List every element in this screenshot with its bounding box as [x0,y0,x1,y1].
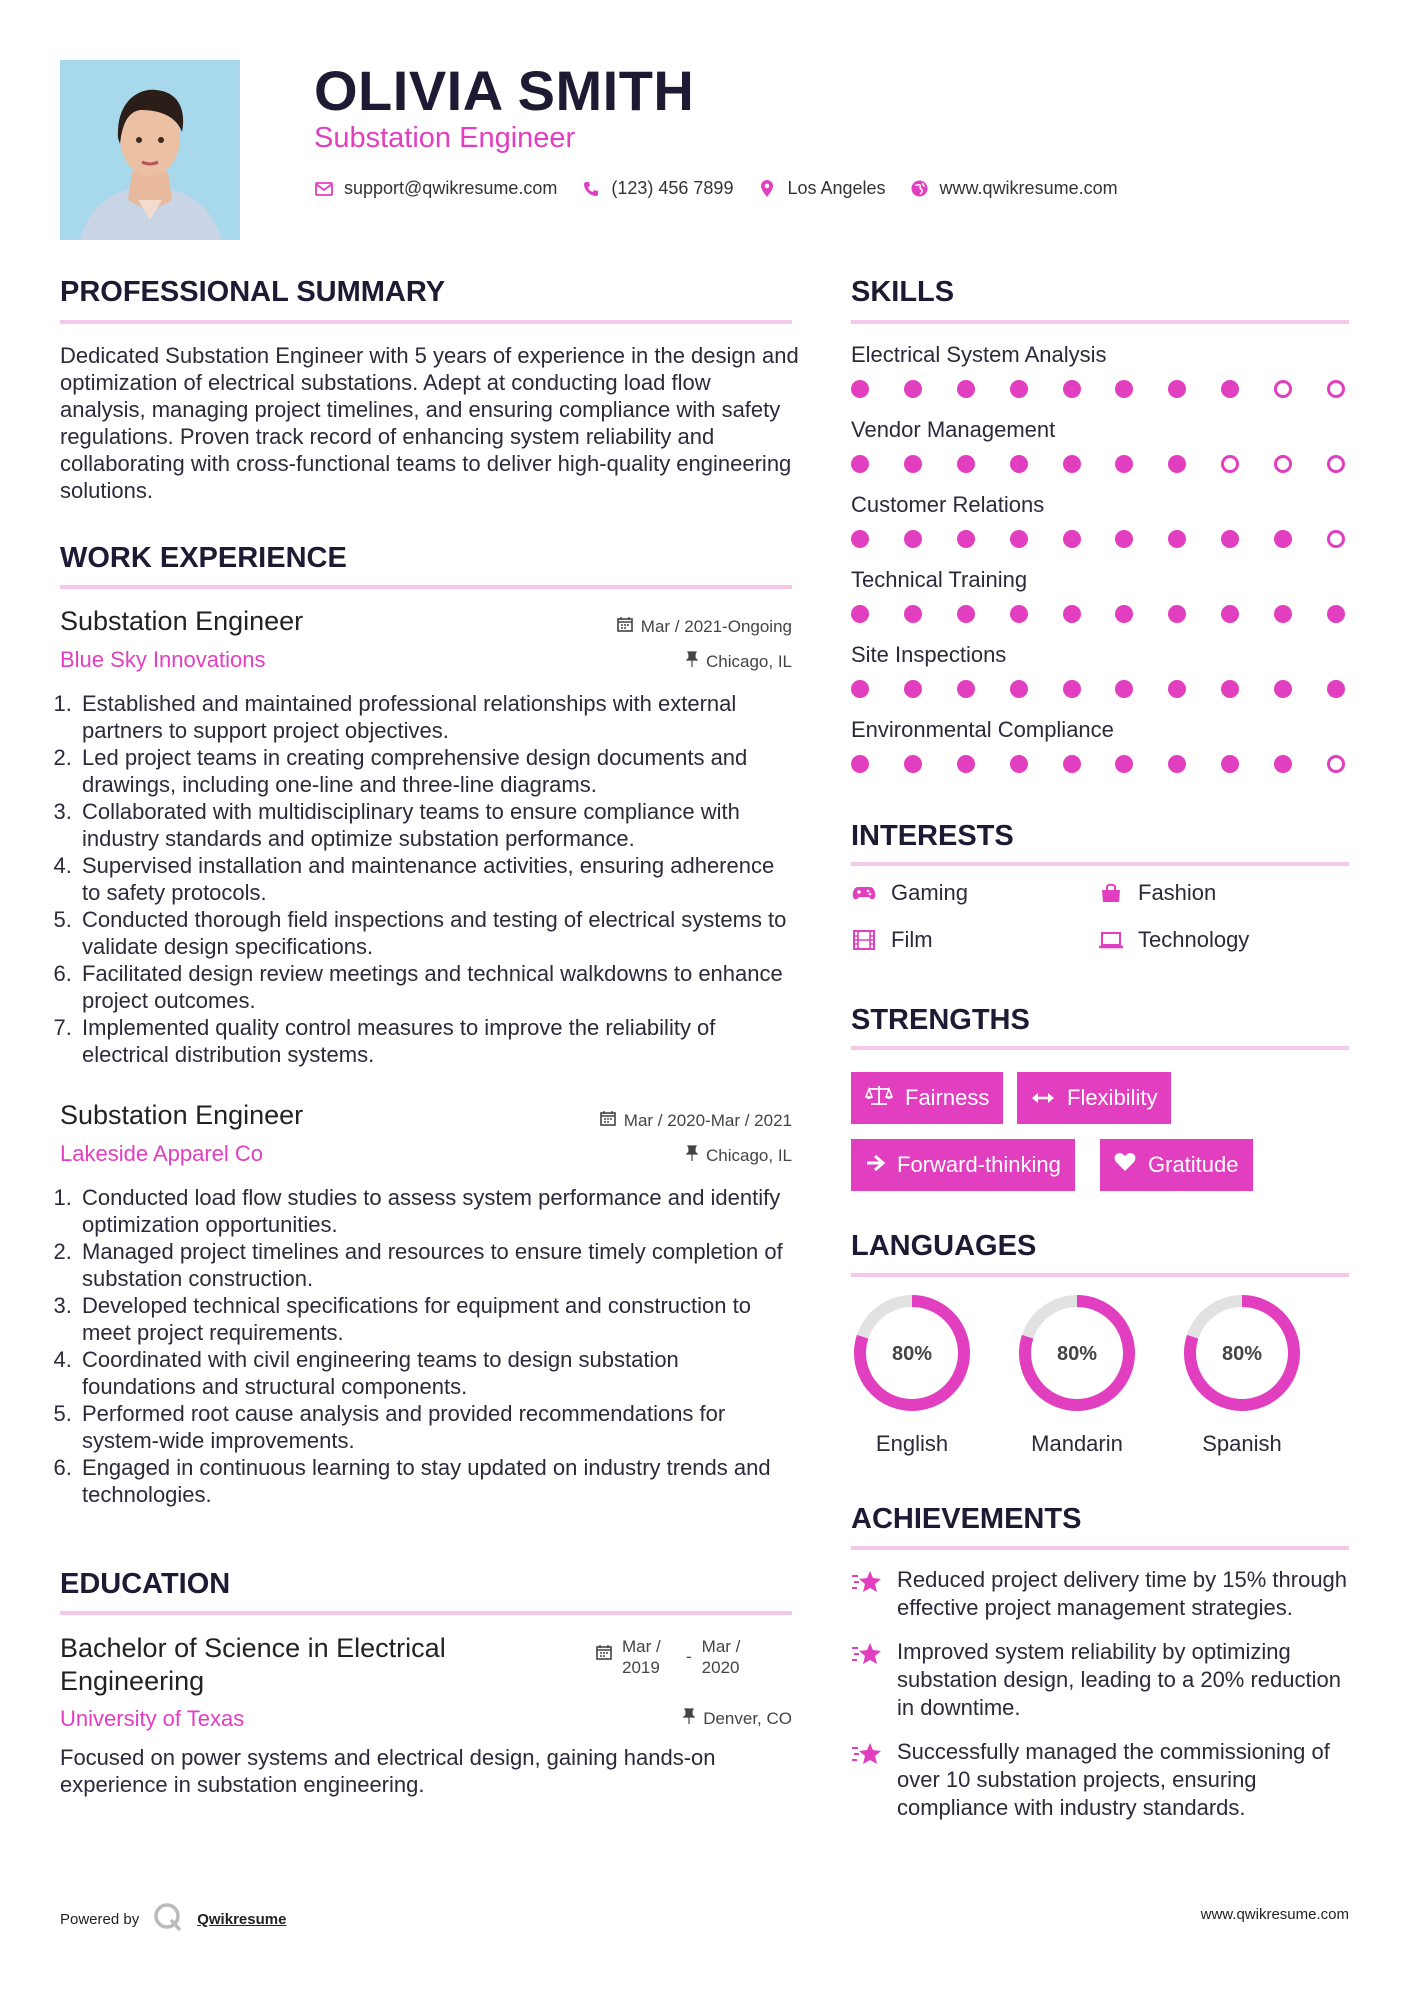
balance-scale-icon [865,1084,893,1112]
language-percent: 80% [1221,1343,1263,1365]
globe-icon [910,180,930,197]
skill-name: Environmental Compliance [851,717,1114,742]
rating-dot-filled [1221,380,1239,398]
rating-dot-filled [904,755,922,773]
skill-name: Electrical System Analysis [851,342,1107,367]
contact-location-text: Los Angeles [787,178,886,198]
job-date-text: Mar / 2020-Mar / 2021 [623,1110,792,1130]
rating-dot-filled [1115,755,1133,773]
languages-heading: LANGUAGES [851,1230,1037,1262]
skill-name: Customer Relations [851,492,1045,517]
qwikresume-logo-icon [153,1902,183,1936]
rating-dot-filled [957,380,975,398]
rating-dot-filled [851,455,869,473]
job-bullet: 1. Conducted load flow studies to assess system performance and identify optimization opportunities. [78,1184,792,1238]
strength-badge [1017,1072,1171,1124]
calendar-icon [600,1110,616,1131]
job-bullet: 4. Supervised installation and maintenance activities, ensuring adherence to safety protocols. [78,852,792,906]
job-bullet: 6. Engaged in continuous learning to stay updated on industry trends and technologies. [78,1454,792,1508]
language-item [1016,1292,1138,1457]
job-title: Substation Engineer [60,1100,304,1130]
contact-bar [314,178,1130,199]
job-bullet: 3. Developed technical specifications for equipment and construction to meet project requirements. [78,1292,792,1346]
contact-phone[interactable] [581,178,733,199]
rating-dot-empty [1274,455,1292,473]
job-bullet: 5. Conducted thorough field inspections and testing of electrical systems to validate design specifications. [78,906,792,960]
strengths-list [851,1072,1349,1196]
language-item [1181,1292,1303,1457]
rating-dot-filled [1221,530,1239,548]
skills-heading: SKILLS [851,276,955,308]
rating-dot-filled [1327,680,1345,698]
interests-divider [851,862,1349,866]
experience-divider [60,585,792,589]
rating-dot-filled [1063,530,1081,548]
star-burst-icon [851,1738,883,1822]
summary-heading: PROFESSIONAL SUMMARY [60,276,446,308]
summary-text: Dedicated Substation Engineer with 5 years of experience in the design and optimization of electrical substations. Adept at conducting load flow analysis, managing project timelines, and ensuring compliance with safety regulations. Proven track record of enhancing system reliability and collaborating with cross-functional teams to deliver high-quality engineering solutions. [60,343,799,503]
interest-item [1098,880,1216,906]
job-bullet-list [60,690,792,1068]
job-bullet: 7. Implemented quality control measures to improve the reliability of electrical distribution systems. [78,1014,792,1068]
rating-dot-filled [1327,605,1345,623]
rating-dot-filled [1063,755,1081,773]
education-degree: Bachelor of Science in Electrical Engineering [60,1633,446,1696]
experience-heading: WORK EXPERIENCE [60,542,347,574]
pushpin-icon [683,1708,695,1729]
candidate-role: Substation Engineer [314,122,576,154]
pushpin-icon [686,1145,698,1166]
film-icon [851,930,877,950]
skill-rating [851,755,1345,773]
rating-dot-filled [1221,605,1239,623]
calendar-icon [596,1636,612,1678]
rating-dot-filled [1063,680,1081,698]
education-divider [60,1611,792,1615]
job-location [686,1145,792,1166]
rating-dot-filled [1115,380,1133,398]
strength-label: Flexibility [1067,1085,1158,1110]
strengths-divider [851,1046,1349,1050]
education-date-start: Mar / 2019 [622,1637,661,1677]
rating-dot-empty [1327,530,1345,548]
job-location-text: Chicago, IL [706,1145,792,1165]
candidate-name: OLIVIA SMITH [314,59,695,122]
rating-dot-filled [904,605,922,623]
rating-dot-filled [1168,380,1186,398]
contact-location [757,178,885,199]
rating-dot-filled [1274,680,1292,698]
interest-label: Gaming [891,880,969,905]
pushpin-icon [686,651,698,672]
gamepad-icon [851,885,877,901]
interest-item [1098,927,1249,953]
shopping-bag-icon [1098,883,1124,903]
powered-by-text: Powered by [60,1910,140,1928]
rating-dot-filled [1168,755,1186,773]
job-title: Substation Engineer [60,606,304,636]
rating-dot-filled [1010,530,1028,548]
rating-dot-filled [1115,455,1133,473]
rating-dot-filled [904,455,922,473]
skill-row [851,717,1349,792]
skill-rating [851,530,1345,548]
phone-icon [581,181,601,197]
rating-dot-filled [904,530,922,548]
interests-grid [851,880,1349,980]
language-item [851,1292,973,1457]
rating-dot-filled [957,605,975,623]
contact-email-text: support@qwikresume.com [344,178,558,198]
footer-website[interactable]: www.qwikresume.com [1200,1906,1349,1923]
education-school: University of Texas [60,1706,245,1731]
rating-dot-filled [1274,755,1292,773]
strength-label: Gratitude [1148,1152,1239,1177]
job-location-text: Chicago, IL [706,651,792,671]
job-bullet: 4. Coordinated with civil engineering teams to design substation foundations and structural components. [78,1346,792,1400]
job-date [600,1110,792,1131]
rating-dot-filled [1010,680,1028,698]
star-burst-icon [851,1638,883,1722]
interest-item [851,927,933,953]
rating-dot-filled [851,755,869,773]
language-donut [1181,1292,1303,1414]
brand-link[interactable]: Qwikresume [197,1910,287,1928]
calendar-icon [617,616,633,637]
job-company: Lakeside Apparel Co [60,1141,264,1166]
rating-dot-empty [1274,380,1292,398]
rating-dot-filled [1063,380,1081,398]
skills-list [851,342,1349,792]
rating-dot-filled [957,755,975,773]
contact-website-text: www.qwikresume.com [939,178,1118,198]
rating-dot-filled [1010,455,1028,473]
contact-phone-text: (123) 456 7899 [611,178,734,198]
rating-dot-filled [1010,605,1028,623]
rating-dot-filled [1010,380,1028,398]
strengths-heading: STRENGTHS [851,1004,1030,1036]
interest-label: Fashion [1138,880,1217,905]
job-company: Blue Sky Innovations [60,647,266,672]
skill-rating [851,680,1345,698]
rating-dot-filled [1115,680,1133,698]
rating-dot-empty [1327,380,1345,398]
job-entry [60,1100,792,1508]
strength-badge [851,1139,1075,1191]
star-burst-icon [851,1566,883,1622]
arrow-right-icon [865,1152,885,1178]
achievements-list [851,1566,1351,1822]
skill-row [851,567,1349,642]
job-bullet: 6. Facilitated design review meetings and technical walkdowns to enhance project outcomes. [78,960,792,1014]
rating-dot-filled [1115,530,1133,548]
achievements-heading: ACHIEVEMENTS [851,1503,1082,1535]
summary-divider [60,320,792,324]
strength-label: Forward-thinking [897,1152,1061,1177]
rating-dot-filled [1168,680,1186,698]
rating-dot-filled [1221,680,1239,698]
rating-dot-filled [1010,755,1028,773]
rating-dot-filled [1274,605,1292,623]
skill-name: Site Inspections [851,642,1007,667]
job-bullet: 5. Performed root cause analysis and provided recommendations for system-wide improvements. [78,1400,792,1454]
job-bullet: 3. Collaborated with multidisciplinary teams to ensure compliance with industry standards and optimize substation performance. [78,798,792,852]
education-entry [60,1632,792,1798]
rating-dot-filled [851,530,869,548]
laptop-icon [1098,931,1124,949]
rating-dot-filled [1168,455,1186,473]
rating-dot-filled [957,680,975,698]
education-location-text: Denver, CO [703,1708,792,1728]
job-bullet-list [60,1184,792,1508]
skill-row [851,342,1349,417]
rating-dot-filled [957,530,975,548]
education-heading: EDUCATION [60,1568,231,1600]
profile-photo [60,60,240,240]
skill-name: Technical Training [851,567,1028,592]
education-description: Focused on power systems and electrical design, gaining hands-on experience in substation engineering. [60,1745,716,1797]
skill-row [851,642,1349,717]
language-name: Spanish [1202,1431,1282,1456]
rating-dot-empty [1327,455,1345,473]
languages-list [851,1292,1349,1462]
job-date-text: Mar / 2021-Ongoing [640,616,792,636]
education-date [596,1636,756,1678]
job-bullet: 2. Managed project timelines and resources to ensure timely completion of substation construction. [78,1238,792,1292]
skill-rating [851,380,1345,398]
languages-divider [851,1273,1349,1277]
interests-heading: INTERESTS [851,820,1014,852]
contact-website[interactable] [910,178,1118,199]
job-date [617,616,792,637]
job-bullet: 2. Led project teams in creating comprehensive design documents and drawings, including one-line and three-line diagrams. [78,744,792,798]
date-separator: - [686,1647,692,1666]
skill-row [851,417,1349,492]
envelope-icon [314,182,334,196]
education-date-end: Mar / 2020 [701,1637,741,1677]
contact-email[interactable] [314,178,557,199]
job-bullet: 1. Established and maintained professional relationships with external partners to support project objectives. [78,690,792,744]
language-name: Mandarin [1031,1431,1123,1456]
rating-dot-filled [1063,605,1081,623]
skills-divider [851,320,1349,324]
job-entry [60,606,792,1068]
rating-dot-empty [1221,455,1239,473]
strength-label: Fairness [905,1085,990,1110]
rating-dot-filled [1274,530,1292,548]
achievement-text: Reduced project delivery time by 15% through effective project management strategies. [897,1567,1348,1620]
language-percent: 80% [1056,1343,1098,1365]
strength-badge [1100,1139,1253,1191]
achievement-item [851,1738,1351,1822]
strength-badge [851,1072,1003,1124]
arrows-horizontal-icon [1031,1085,1055,1111]
language-donut [851,1292,973,1414]
footer-powered-by [60,1902,286,1936]
rating-dot-filled [851,605,869,623]
language-donut [1016,1292,1138,1414]
rating-dot-filled [957,455,975,473]
language-name: English [875,1431,949,1456]
rating-dot-filled [1063,455,1081,473]
skill-name: Vendor Management [851,417,1056,442]
rating-dot-filled [851,380,869,398]
rating-dot-filled [1115,605,1133,623]
achievement-item [851,1566,1351,1622]
language-percent: 80% [891,1343,933,1365]
rating-dot-filled [904,380,922,398]
skill-row [851,492,1349,567]
rating-dot-filled [1221,755,1239,773]
achievements-divider [851,1546,1349,1550]
interest-label: Technology [1138,927,1250,952]
skill-rating [851,605,1345,623]
job-location [686,651,792,672]
map-pin-icon [757,180,777,197]
achievement-text: Improved system reliability by optimizing substation design, leading to a 20% reduction in downtime. [897,1639,1341,1720]
interest-item [851,880,968,906]
skill-rating [851,455,1345,473]
achievement-item [851,1638,1351,1722]
rating-dot-filled [851,680,869,698]
achievement-text: Successfully managed the commissioning of over 10 substation projects, ensuring compliance with industry standards. [897,1739,1330,1820]
interest-label: Film [891,927,933,952]
rating-dot-filled [904,680,922,698]
rating-dot-filled [1168,605,1186,623]
heart-icon [1114,1152,1136,1178]
rating-dot-empty [1327,755,1345,773]
education-location [683,1708,792,1729]
rating-dot-filled [1168,530,1186,548]
